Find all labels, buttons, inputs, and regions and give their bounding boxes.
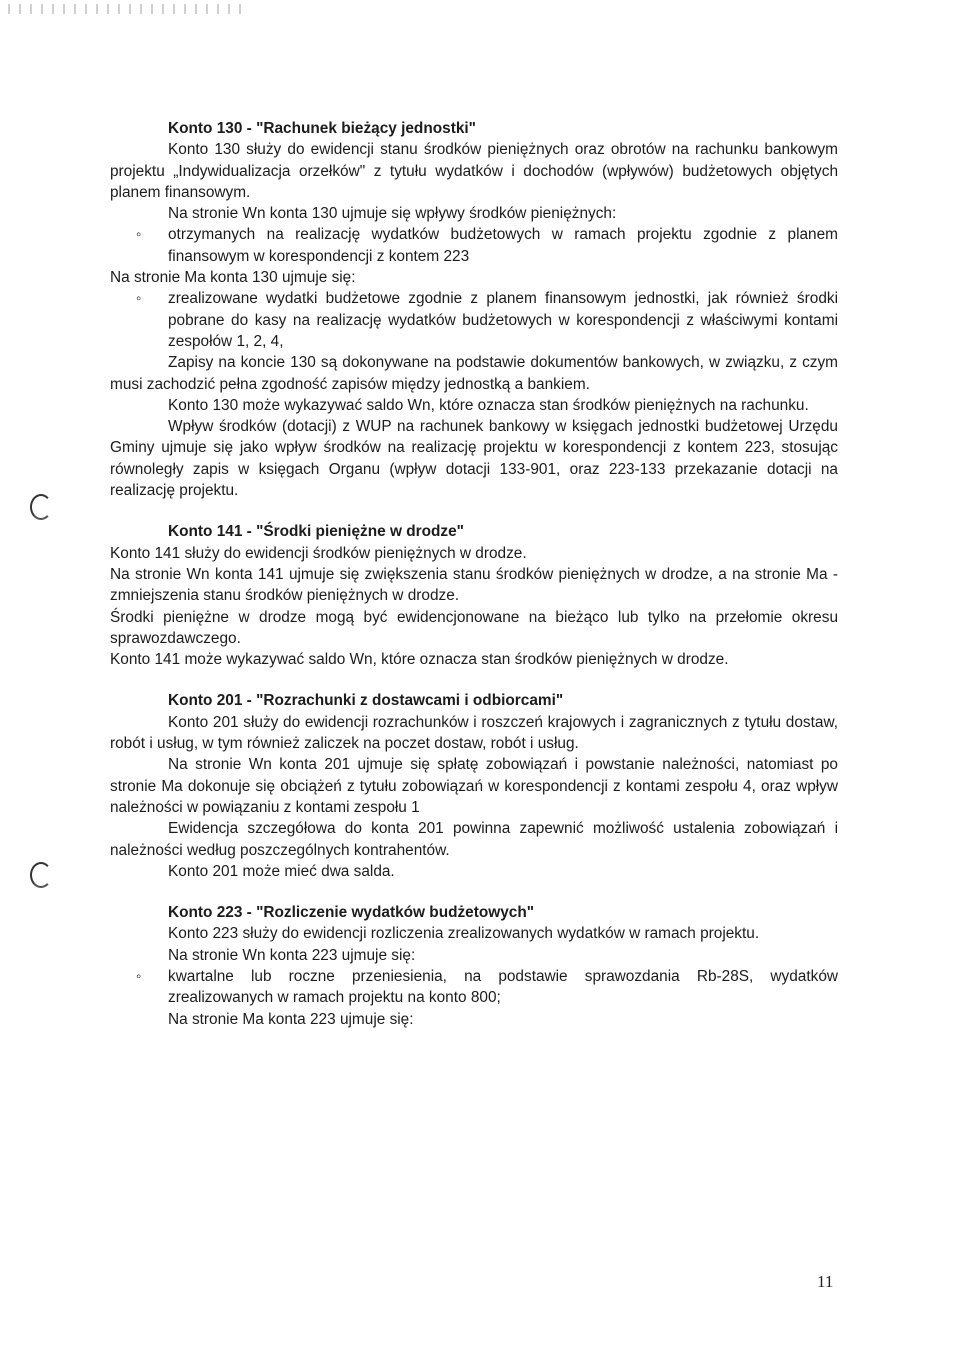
scan-artifact [8,4,248,14]
section-heading: Konto 223 - "Rozliczenie wydatków budżetowych" [168,904,535,922]
section [110,902,838,1030]
paragraph: Konto 201 służy do ewidencji rozrachunków i roszczeń krajowych i zagranicznych z tytułu dostaw, robót i usług, w tym również zaliczek na poczet dostaw, robót i usług. [110,713,838,753]
paragraph: Na stronie Wn konta 201 ujmuje się spłatę zobowiązań i powstanie należności, natomiast po stronie Ma dokonuje się obciążeń z tytułu zobowiązań w korespondencji z kontami zespołu 4, oraz wpływ należności w powiązaniu z kontami zespołu 1 [110,756,838,816]
list-item: ◦ otrzymanych na realizację wydatków budżetowych w ramach projektu zgodnie z planem finansowym w korespondencji z kontem 223 [168,224,838,267]
paragraph: Konto 223 służy do ewidencji rozliczenia zrealizowanych wydatków w ramach projektu. [168,925,760,943]
section-heading: Konto 130 - "Rachunek bieżący jednostki" [168,120,476,137]
paragraph: Na stronie Ma konta 223 ujmuje się: [168,1010,414,1028]
section [110,690,838,882]
bullet-list [110,288,838,352]
paragraph: Wpływ środków (dotacji) z WUP na rachunek bankowy w księgach jednostki budżetowej Urzędu Gminy ujmuje się jako wpływ środków na realizację projektu w korespondencji z kontem 223, stosując równoległy zapis w księgach Organu (wpływ dotacji 133-901, oraz 223-133 przekazanie dotacji na realizację projektu. [110,418,838,500]
paragraph: Na stronie Wn konta 141 ujmuje się zwiększenia stanu środków pieniężnych w drodze, a na stronie Ma - zmniejszenia stanu środków pieniężnych w drodze. [110,565,838,605]
section-heading: Konto 201 - "Rozrachunki z dostawcami i odbiorcami" [168,692,564,710]
document-body [110,118,838,1030]
paragraph: Konto 130 służy do ewidencji stanu środków pieniężnych oraz obrotów na rachunku bankowym projektu „Indywidualizacja orzełków" z tytułu wydatków i dochodów (wpływów) budżetowych objętych planem finansowym. [110,141,838,201]
paragraph: Konto 141 może wykazywać saldo Wn, które oznacza stan środków pieniężnych w drodze. [110,651,729,669]
paragraph: Konto 141 służy do ewidencji środków pieniężnych w drodze. [110,544,527,562]
list-item: ◦ kwartalne lub roczne przeniesienia, na podstawie sprawozdania Rb-28S, wydatków zrealizowanych w ramach projektu na konto 800; [168,966,838,1009]
section-heading: Konto 141 - "Środki pieniężne w drodze" [168,523,464,541]
list-item: ◦ zrealizowane wydatki budżetowe zgodnie z planem finansowym jednostki, jak również środki pobrane do kasy na realizację wydatków budżetowych w korespondencji z właściwymi kontami zespołów 1, 2, 4, [168,288,838,352]
page-number: 11 [817,1272,834,1291]
bullet-list [110,966,838,1009]
punch-hole-icon [30,494,52,520]
paragraph: Konto 201 może mieć dwa salda. [168,862,395,880]
section [110,118,838,501]
paragraph: Na stronie Wn konta 223 ujmuje się: [168,946,416,964]
bullet-list [110,224,838,267]
paragraph: Na stronie Wn konta 130 ujmuje się wpływy środków pieniężnych: [168,205,617,223]
paragraph: Zapisy na koncie 130 są dokonywane na podstawie dokumentów bankowych, w związku, z czym musi zachodzić pełna zgodność zapisów między jednostką a bankiem. [110,354,838,393]
punch-hole-icon [30,862,52,888]
paragraph: Na stronie Ma konta 130 ujmuje się: [110,269,356,287]
paragraph: Środki pieniężne w drodze mogą być ewidencjonowane na bieżąco lub tylko na przełomie okresu sprawozdawczego. [110,608,838,647]
paragraph: Ewidencja szczegółowa do konta 201 powinna zapewnić możliwość ustalenia zobowiązań i należności według poszczególnych kontrahentów. [110,820,838,859]
paragraph: Konto 130 może wykazywać saldo Wn, które oznacza stan środków pieniężnych na rachunku. [168,396,809,414]
section [110,521,838,670]
